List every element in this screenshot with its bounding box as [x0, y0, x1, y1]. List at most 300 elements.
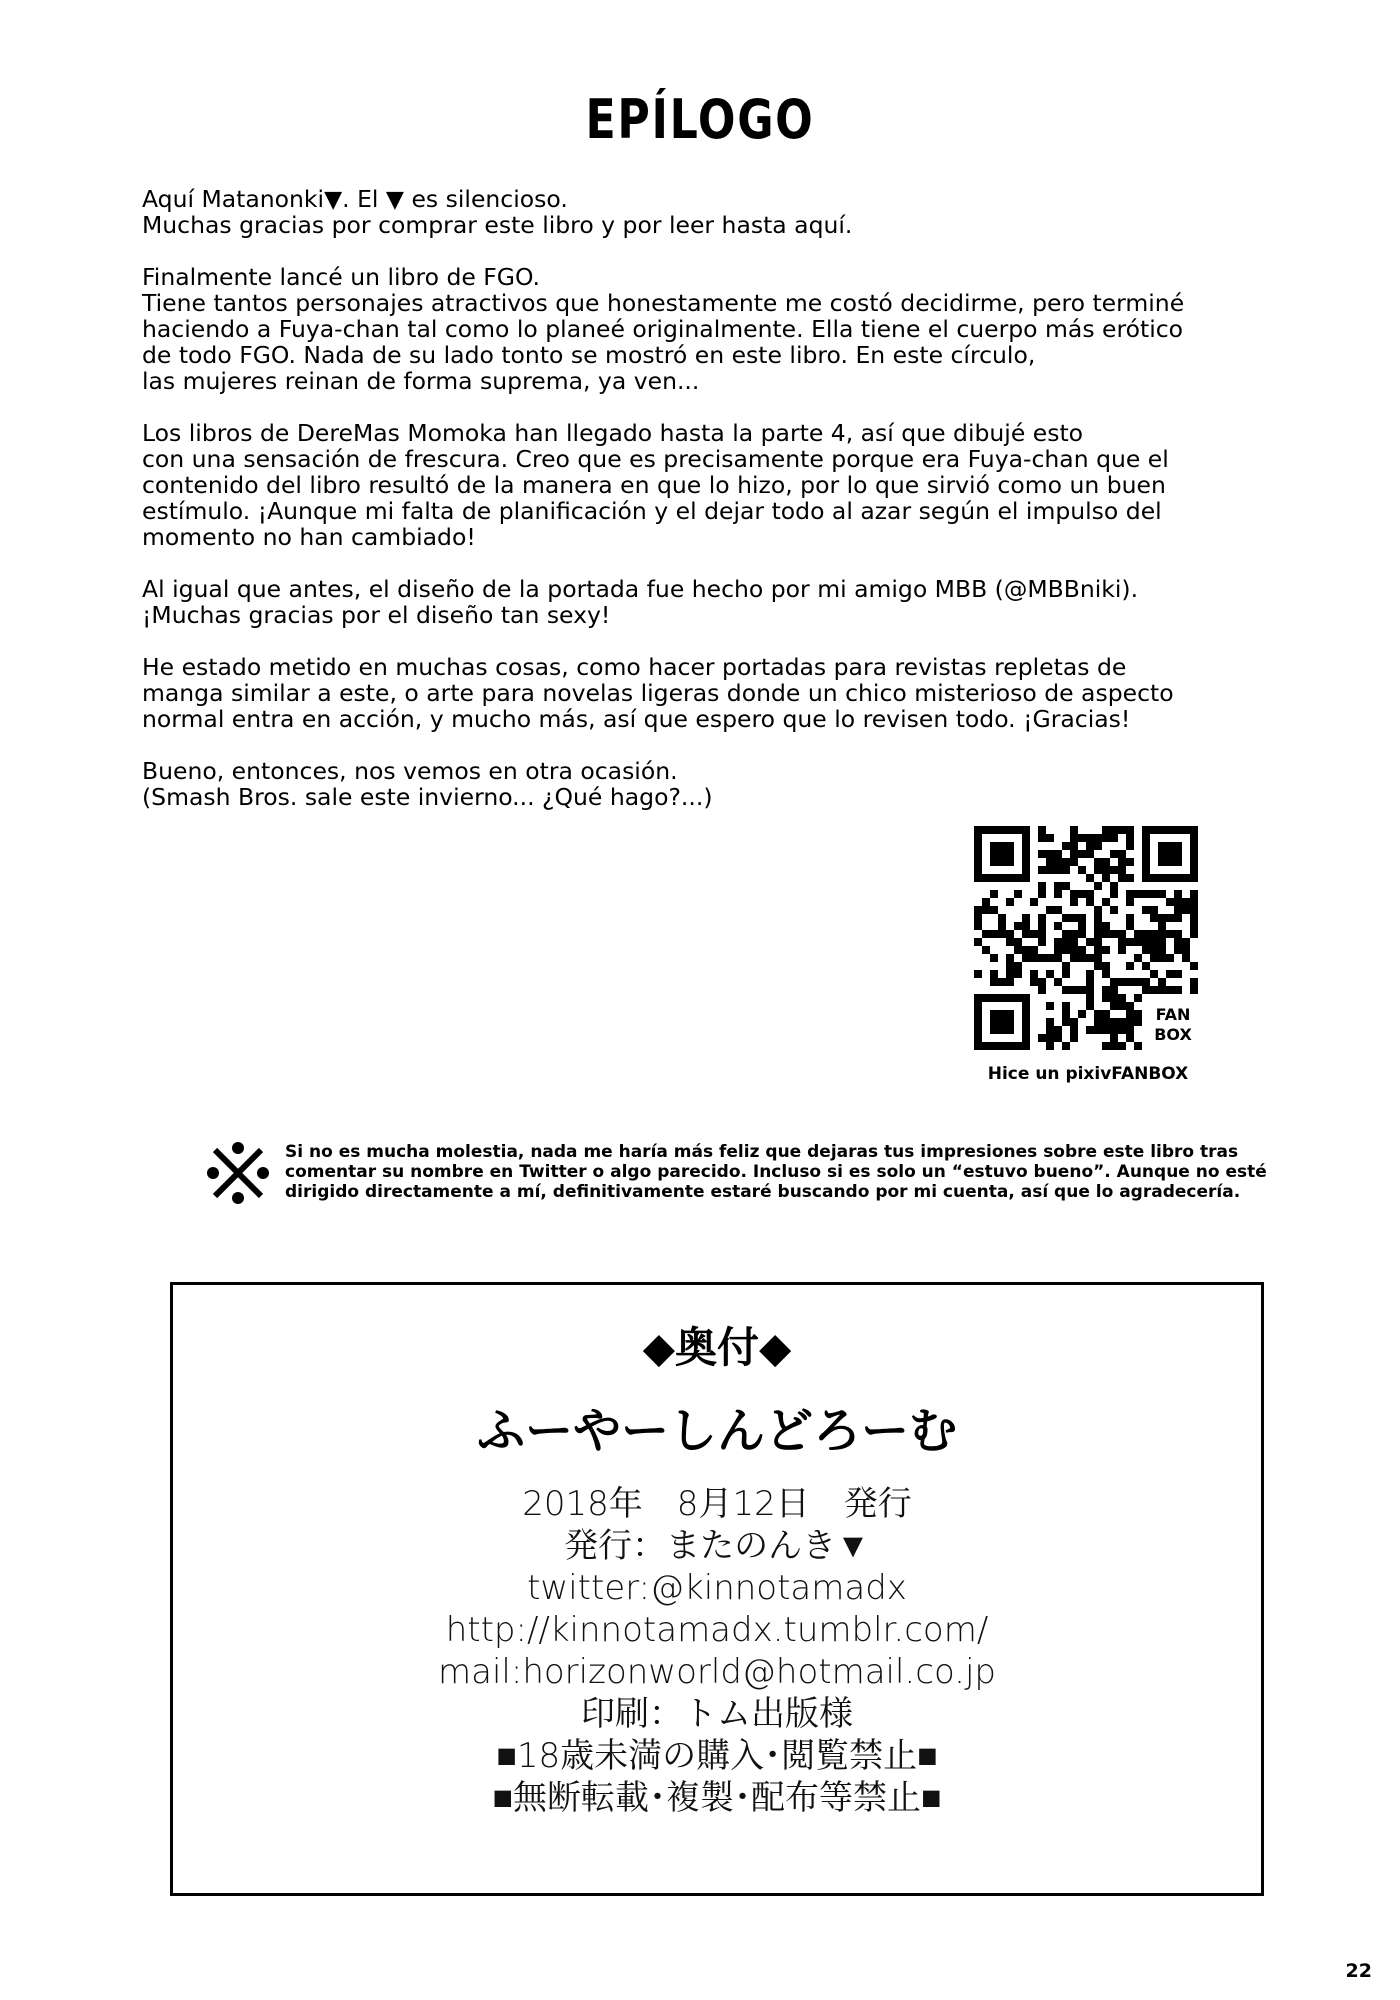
qr-module: [1118, 1026, 1126, 1034]
qr-module: [1102, 930, 1110, 938]
qr-module: [1174, 890, 1182, 898]
qr-module: [1046, 1018, 1054, 1026]
qr-module: [1118, 866, 1126, 874]
qr-caption: Hice un pixivFANBOX: [987, 1064, 1189, 1084]
qr-module: [1086, 850, 1094, 858]
qr-module: [1150, 906, 1158, 914]
qr-module: [1102, 874, 1110, 882]
qr-module: [1038, 826, 1046, 834]
qr-module: [1070, 954, 1078, 962]
qr-module: [1078, 866, 1086, 874]
qr-module: [1126, 914, 1134, 922]
qr-module: [1118, 930, 1126, 938]
text-line: haciendo a Fuya-chan tal como lo planeé originalmente. Ella tiene el cuerpo más erótico: [142, 315, 1184, 343]
qr-module: [990, 930, 998, 938]
qr-module: [1158, 946, 1166, 954]
qr-module: [1102, 898, 1110, 906]
qr-module: [1126, 938, 1134, 946]
text-line: con una sensación de frescura. Creo que es precisamente porque era Fuya-chan que el: [142, 445, 1169, 473]
qr-module: [1166, 898, 1174, 906]
qr-module: [998, 930, 1006, 938]
qr-module: [1110, 882, 1118, 890]
qr-module: [1054, 1034, 1062, 1042]
qr-module: [1150, 954, 1158, 962]
qr-module: [1134, 1018, 1142, 1026]
qr-module: [974, 938, 982, 946]
qr-module: [1062, 1002, 1070, 1010]
qr-module: [1054, 954, 1062, 962]
qr-module: [1046, 954, 1054, 962]
qr-module: [1166, 954, 1174, 962]
qr-module: [1094, 962, 1102, 970]
qr-module: [1014, 890, 1022, 898]
qr-module: [1094, 858, 1102, 866]
qr-module: [1174, 930, 1182, 938]
qr-module: [1062, 930, 1070, 938]
qr-module: [1030, 970, 1038, 978]
qr-module: [1134, 978, 1142, 986]
qr-module: [982, 906, 990, 914]
qr-module: [1078, 986, 1086, 994]
qr-module: [1054, 922, 1062, 930]
qr-module: [1142, 986, 1150, 994]
qr-module: [1030, 898, 1038, 906]
qr-module: [1078, 1010, 1086, 1018]
qr-module: [1046, 1026, 1054, 1034]
qr-module: [1062, 882, 1070, 890]
email-address[interactable]: mail:horizonworld@hotmail.co.jp: [438, 1652, 996, 1692]
qr-module: [1070, 1034, 1078, 1042]
qr-module: [1014, 922, 1022, 930]
qr-module: [1038, 914, 1046, 922]
qr-module: [1086, 842, 1094, 850]
qr-module: [1078, 930, 1086, 938]
qr-module: [974, 914, 982, 922]
epilogue-body: [142, 186, 1302, 836]
qr-module: [1038, 890, 1046, 898]
qr-module: [974, 970, 982, 978]
qr-module: [1102, 826, 1110, 834]
qr-module: [1110, 850, 1118, 858]
qr-module: [1086, 970, 1094, 978]
qr-module: [1174, 986, 1182, 994]
qr-module: [1158, 890, 1166, 898]
qr-module: [1126, 1018, 1134, 1026]
qr-module: [1086, 890, 1094, 898]
qr-module: [1070, 1018, 1078, 1026]
text-line: contenido del libro resultó de la manera en que lo hizo, por lo que sirvió como un buen: [142, 471, 1166, 499]
qr-module: [998, 922, 1006, 930]
qr-module: [1038, 882, 1046, 890]
qr-module: [1102, 1042, 1110, 1050]
qr-module: [1078, 946, 1086, 954]
qr-module: [1126, 842, 1134, 850]
qr-module: [1190, 978, 1198, 986]
page-title: EPÍLOGO: [585, 88, 815, 151]
text-line: He estado metido en muchas cosas, como hacer portadas para revistas repletas de: [142, 653, 1127, 681]
qr-module: [1046, 850, 1054, 858]
qr-module: [1126, 922, 1134, 930]
qr-module: [1134, 1010, 1142, 1018]
qr-module: [1150, 970, 1158, 978]
colophon-heading: ◆奥付◆: [642, 1323, 792, 1372]
qr-module: [1118, 946, 1126, 954]
text-line: (Smash Bros. sale este invierno... ¿Qué hago?...): [142, 783, 713, 811]
qr-module: [1142, 930, 1150, 938]
qr-module: [1046, 970, 1054, 978]
colophon-details: [173, 1483, 1261, 1819]
qr-module: [1174, 970, 1182, 978]
text-line: Tiene tantos personajes atractivos que honestamente me costó decidirme, pero terminé: [142, 289, 1185, 317]
qr-module: [982, 930, 990, 938]
qr-module: [1030, 930, 1038, 938]
qr-module: [1142, 978, 1150, 986]
qr-module: [1054, 866, 1062, 874]
qr-module: [1126, 890, 1134, 898]
qr-module: [1078, 954, 1086, 962]
qr-module: [1190, 922, 1198, 930]
qr-module: [1126, 962, 1134, 970]
qr-module: [1118, 1018, 1126, 1026]
qr-module: [998, 914, 1006, 922]
qr-module: [1102, 962, 1110, 970]
qr-module: [1158, 930, 1166, 938]
qr-module: [1022, 946, 1030, 954]
qr-module: [1086, 994, 1094, 1002]
qr-module: [1094, 882, 1102, 890]
qr-module: [990, 890, 998, 898]
qr-module: [1110, 1026, 1118, 1034]
note-line: Si no es mucha molestia, nada me haría más feliz que dejaras tus impresiones sobre este libro tras: [285, 1142, 1239, 1162]
qr-module: [1118, 1002, 1126, 1010]
qr-module: [1142, 906, 1150, 914]
qr-module: [1150, 914, 1158, 922]
qr-module: [1038, 850, 1046, 858]
qr-module: [1086, 874, 1094, 882]
qr-module: [1174, 914, 1182, 922]
qr-module: [1070, 986, 1078, 994]
age-restriction-notice: ■18歳未満の購入･閲覧禁止■: [496, 1736, 938, 1776]
colophon-box: [170, 1282, 1264, 1896]
qr-module: [1070, 858, 1078, 866]
qr-module: [1094, 930, 1102, 938]
qr-module: [1062, 858, 1070, 866]
text-line: Al igual que antes, el diseño de la portada fue hecho por mi amigo MBB (@MBBniki).: [142, 575, 1139, 603]
qr-module: [1118, 874, 1126, 882]
note-line: dirigido directamente a mí, definitivamente estaré buscando por mi cuenta, así que lo agradecería.: [285, 1182, 1241, 1202]
qr-module: [1038, 986, 1046, 994]
qr-module: [1062, 1010, 1070, 1018]
qr-module: [1158, 922, 1166, 930]
qr-module: [1038, 834, 1046, 842]
qr-module: [1102, 1026, 1110, 1034]
qr-module: [1078, 914, 1086, 922]
qr-module: [1126, 1002, 1134, 1010]
qr-module: [1158, 938, 1166, 946]
qr-code[interactable]: [974, 826, 1198, 1050]
qr-module: [1118, 850, 1126, 858]
qr-module: [1070, 890, 1078, 898]
qr-module: [1158, 914, 1166, 922]
qr-module: [1030, 946, 1038, 954]
copyright-notice: ■無断転載･複製･配布等禁止■: [492, 1778, 942, 1818]
qr-module: [1150, 938, 1158, 946]
qr-module: [998, 978, 1006, 986]
qr-module: [1086, 898, 1094, 906]
qr-module: [1054, 882, 1062, 890]
qr-module: [1094, 946, 1102, 954]
twitter-handle[interactable]: twitter:@kinnotamadx: [527, 1568, 907, 1608]
qr-module: [1086, 954, 1094, 962]
qr-module: [1046, 866, 1054, 874]
qr-module: [1070, 826, 1078, 834]
qr-module: [1182, 898, 1190, 906]
qr-module: [1038, 930, 1046, 938]
qr-module: [1174, 906, 1182, 914]
qr-module: [1142, 890, 1150, 898]
qr-module: [1054, 938, 1062, 946]
qr-module: [1134, 994, 1142, 1002]
qr-module: [1046, 1034, 1054, 1042]
qr-module: [1142, 962, 1150, 970]
qr-module: [990, 906, 998, 914]
qr-module: [1062, 970, 1070, 978]
qr-module: [1150, 890, 1158, 898]
qr-module: [1054, 1026, 1062, 1034]
qr-module: [1134, 938, 1142, 946]
publisher: 発行：またのんき▼: [564, 1526, 870, 1566]
qr-module: [1102, 970, 1110, 978]
qr-module: [1190, 962, 1198, 970]
qr-module: [1086, 1002, 1094, 1010]
text-line: ¡Muchas gracias por el diseño tan sexy!: [142, 601, 611, 629]
fanbox-badge-bottom: BOX: [1154, 1025, 1192, 1044]
qr-module: [1086, 834, 1094, 842]
qr-module: [1062, 986, 1070, 994]
text-line: normal entra en acción, y mucho más, así que espero que lo revisen todo. ¡Gracias!: [142, 705, 1131, 733]
qr-module: [1054, 858, 1062, 866]
qr-module: [1126, 1010, 1134, 1018]
qr-module: [1070, 898, 1078, 906]
qr-module: [1094, 1010, 1102, 1018]
qr-module: [1094, 1018, 1102, 1026]
qr-module: [1006, 938, 1014, 946]
qr-module: [974, 922, 982, 930]
qr-module: [1046, 858, 1054, 866]
qr-module: [1134, 890, 1142, 898]
qr-module: [1174, 938, 1182, 946]
qr-module: [1110, 906, 1118, 914]
qr-module: [1038, 954, 1046, 962]
qr-module: [1190, 906, 1198, 914]
qr-module: [1006, 898, 1014, 906]
qr-module: [1182, 954, 1190, 962]
qr-module: [990, 970, 998, 978]
qr-module: [1126, 1034, 1134, 1042]
qr-module: [1054, 978, 1062, 986]
qr-module: [1126, 858, 1134, 866]
qr-module: [1190, 986, 1198, 994]
qr-module: [1094, 834, 1102, 842]
qr-module: [1070, 834, 1078, 842]
qr-module: [1062, 1042, 1070, 1050]
qr-module: [1086, 986, 1094, 994]
qr-module: [1190, 914, 1198, 922]
qr-module: [1070, 930, 1078, 938]
qr-module: [1166, 914, 1174, 922]
qr-module: [974, 906, 982, 914]
qr-module: [1174, 898, 1182, 906]
qr-module: [1102, 922, 1110, 930]
qr-module: [1070, 946, 1078, 954]
paragraph: [142, 654, 1302, 732]
qr-module: [982, 946, 990, 954]
qr-module: [1182, 906, 1190, 914]
text-line: momento no han cambiado!: [142, 523, 476, 551]
qr-module: [1006, 970, 1014, 978]
text-line: Finalmente lancé un libro de FGO.: [142, 263, 541, 291]
qr-module: [1110, 986, 1118, 994]
qr-module: [1134, 930, 1142, 938]
text-line: de todo FGO. Nada de su lado tonto se mostró en este libro. En este círculo,: [142, 341, 1036, 369]
qr-module: [1174, 946, 1182, 954]
qr-module: [1006, 962, 1014, 970]
qr-module: [1190, 930, 1198, 938]
qr-module: [1102, 986, 1110, 994]
qr-module: [1070, 850, 1078, 858]
fanbox-qr-block: [968, 826, 1208, 1084]
qr-module: [1094, 938, 1102, 946]
paragraph: [142, 264, 1302, 394]
qr-module: [1110, 978, 1118, 986]
qr-module: [1102, 1018, 1110, 1026]
qr-module: [1110, 826, 1118, 834]
qr-module: [1094, 954, 1102, 962]
qr-module: [1166, 970, 1174, 978]
qr-module: [1038, 1034, 1046, 1042]
qr-module: [1126, 874, 1134, 882]
qr-module: [1038, 866, 1046, 874]
qr-module: [1014, 962, 1022, 970]
text-line: Aquí Matanonki▼. El ▼ es silencioso.: [142, 185, 568, 213]
qr-module: [1046, 1002, 1054, 1010]
qr-module: [1150, 986, 1158, 994]
qr-module: [1022, 930, 1030, 938]
qr-module: [1070, 914, 1078, 922]
text-line: manga similar a este, o arte para novelas ligeras donde un chico misterioso de aspecto: [142, 679, 1174, 707]
qr-module: [1094, 906, 1102, 914]
qr-module: [1062, 914, 1070, 922]
qr-module: [1078, 890, 1086, 898]
note-line: comentar su nombre en Twitter o algo parecido. Incluso si es solo un “estuvo bueno”. Aunque no esté: [285, 1162, 1267, 1182]
qr-module: [1038, 922, 1046, 930]
qr-module: [1102, 834, 1110, 842]
qr-module: [1102, 994, 1110, 1002]
tumblr-link[interactable]: http://kinnotamadx.tumblr.com/: [445, 1610, 989, 1650]
paragraph: [142, 758, 1302, 810]
qr-module: [1190, 898, 1198, 906]
qr-module: [1118, 1042, 1126, 1050]
qr-module: [1062, 1018, 1070, 1026]
text-line: Muchas gracias por comprar este libro y por leer hasta aquí.: [142, 211, 853, 239]
qr-module: [1022, 914, 1030, 922]
qr-module: [1166, 986, 1174, 994]
publish-date: 2018年 8月12日 発行: [522, 1484, 912, 1524]
page-number: 22: [1345, 1960, 1372, 1982]
qr-module: [1070, 938, 1078, 946]
qr-module: [1142, 938, 1150, 946]
qr-module: [982, 898, 990, 906]
qr-module: [1086, 978, 1094, 986]
qr-module: [1054, 906, 1062, 914]
qr-module: [1134, 954, 1142, 962]
qr-module: [1126, 898, 1134, 906]
qr-module: [990, 978, 998, 986]
qr-module: [1094, 914, 1102, 922]
qr-module: [1094, 1026, 1102, 1034]
qr-module: [1094, 866, 1102, 874]
qr-module: [1158, 986, 1166, 994]
qr-module: [1142, 946, 1150, 954]
reference-mark-icon: [205, 1140, 271, 1206]
qr-module: [1014, 946, 1022, 954]
qr-module: [1030, 954, 1038, 962]
circle-name: ふーやーしんどろーむ: [476, 1403, 957, 1459]
qr-module: [1014, 938, 1022, 946]
qr-module: [1126, 826, 1134, 834]
qr-module: [1102, 946, 1110, 954]
paragraph: [142, 420, 1302, 550]
qr-module: [1102, 858, 1110, 866]
qr-module: [1190, 890, 1198, 898]
qr-module: [1118, 858, 1126, 866]
text-line: Bueno, entonces, nos vemos en otra ocasión.: [142, 757, 678, 785]
qr-module: [1150, 930, 1158, 938]
qr-module: [1110, 834, 1118, 842]
qr-module: [1158, 954, 1166, 962]
qr-module: [1110, 1034, 1118, 1042]
qr-module: [1118, 978, 1126, 986]
qr-module: [1110, 930, 1118, 938]
text-line: las mujeres reinan de forma suprema, ya ven...: [142, 367, 700, 395]
qr-module: [1166, 930, 1174, 938]
qr-module: [1126, 978, 1134, 986]
qr-module: [1110, 1002, 1118, 1010]
printer: 印刷：トム出版様: [581, 1694, 853, 1734]
qr-module: [1118, 994, 1126, 1002]
qr-module: [1062, 962, 1070, 970]
qr-module: [1062, 946, 1070, 954]
qr-module: [1078, 922, 1086, 930]
qr-module: [1070, 842, 1078, 850]
qr-module: [1014, 970, 1022, 978]
paragraph: [142, 576, 1302, 628]
qr-module: [1118, 938, 1126, 946]
qr-module: [1046, 1042, 1054, 1050]
qr-module: [1182, 938, 1190, 946]
qr-module: [1126, 1026, 1134, 1034]
qr-module: [1022, 954, 1030, 962]
qr-module: [1070, 1026, 1078, 1034]
qr-module: [1094, 842, 1102, 850]
qr-module: [1030, 978, 1038, 986]
qr-module: [1102, 1010, 1110, 1018]
qr-module: [1110, 1042, 1118, 1050]
qr-module: [1094, 922, 1102, 930]
text-line: Los libros de DereMas Momoka han llegado hasta la parte 4, así que dibujé esto: [142, 419, 1084, 447]
qr-module: [1110, 890, 1118, 898]
qr-module: [1182, 946, 1190, 954]
